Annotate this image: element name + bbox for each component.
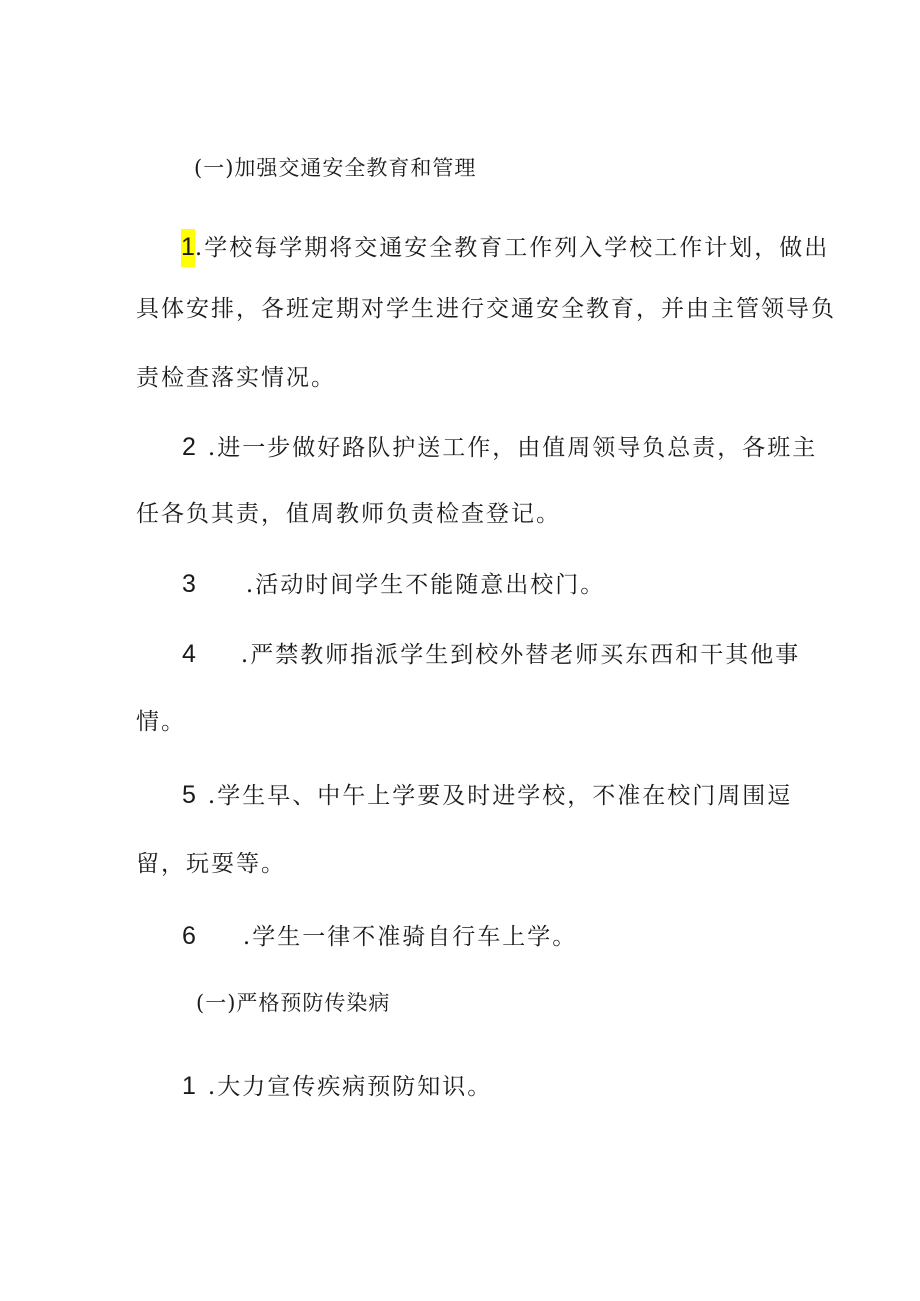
item-text: .严禁教师指派学生到校外替老师买东西和干其他事 xyxy=(240,642,801,668)
item-5-continuation: 留，玩耍等。 xyxy=(136,851,286,877)
item-1-continuation: 具体安排，各班定期对学生进行交通安全教育，并由主管领导负 xyxy=(136,296,836,322)
item-number: 4 xyxy=(182,640,196,668)
item-2-continuation: 任各负其责，值周教师负责检查登记。 xyxy=(136,501,561,527)
item-text: .学生早、中午上学要及时进学校，不准在校门周围逗 xyxy=(207,783,793,809)
item-number: 1 xyxy=(182,1072,196,1100)
item-text: .学校每学期将交通安全教育工作列入学校工作计划，做出 xyxy=(194,235,830,261)
item-text: .活动时间学生不能随意出校门。 xyxy=(245,572,606,598)
item-number: 5 xyxy=(182,781,196,809)
list-item-6 xyxy=(182,924,577,949)
section-heading-disease: (一)严格预防传染病 xyxy=(196,991,391,1015)
section-heading-traffic: (一)加强交通安全教育和管理 xyxy=(194,156,477,180)
item-number: 3 xyxy=(182,570,196,598)
item-text: .大力宣传疾病预防知识。 xyxy=(207,1074,493,1100)
list-item-3 xyxy=(182,572,605,597)
list-item-disease-1 xyxy=(182,1074,492,1099)
list-item-2 xyxy=(182,435,817,460)
item-number: 2 xyxy=(182,433,196,461)
item-text: .进一步做好路队护送工作，由值周领导负总责，各班主 xyxy=(207,435,818,461)
item-text: .学生一律不准骑自行车上学。 xyxy=(242,924,578,950)
item-4-continuation: 情。 xyxy=(136,709,186,735)
list-item-5 xyxy=(182,783,792,808)
item-1-continuation: 责检查落实情况。 xyxy=(136,365,336,391)
item-number-highlighted: 1 xyxy=(181,229,195,267)
list-item-4 xyxy=(182,642,800,667)
item-number: 6 xyxy=(182,922,196,950)
list-item-1 xyxy=(181,229,829,267)
